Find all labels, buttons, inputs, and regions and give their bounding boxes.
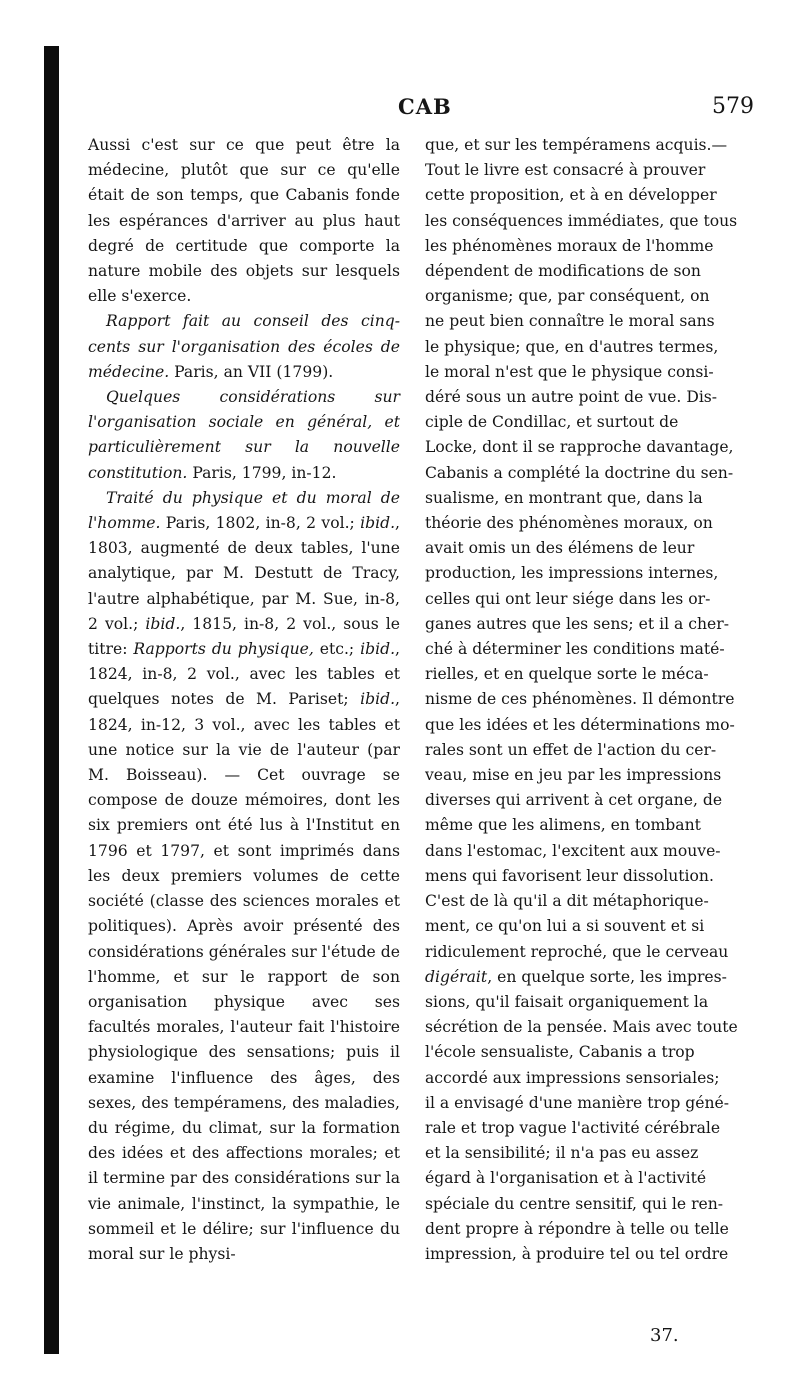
text-line	[425, 486, 765, 511]
bibliography-entry	[88, 486, 400, 1267]
text-run: , 1803, augmenté de deux tables, l'une analytique, par M. Destutt de Tracy, l'autre alphabétique, par M. Sue, in-8, 2 vol.;	[88, 514, 400, 633]
text-run: Aussi c'est sur ce que peut être la médecine, plutôt que sur ce qu'elle était de son temps, que Cabanis fonde les espérances d'arriver au plus haut degré de certitude que comporte la nature mobile des objets sur lesquels elle s'exerce.	[88, 136, 400, 306]
text-line	[425, 1066, 765, 1091]
text-line	[425, 965, 765, 990]
page-number: 579	[712, 94, 754, 119]
page-header	[0, 94, 800, 134]
text-line	[425, 662, 765, 687]
text-run: etc.;	[313, 640, 361, 659]
text-line	[425, 133, 765, 158]
running-head: CAB	[398, 94, 452, 119]
text-run: Paris, 1799, in-12.	[187, 463, 337, 482]
bibliography-entry	[88, 309, 400, 385]
text-run: il a envisagé d'une manière trop géné-	[425, 1093, 730, 1112]
text-line	[425, 914, 765, 939]
text-run: C'est de là qu'il a dit métaphorique-	[425, 892, 709, 911]
text-run: ganes autres que les sens; et il a cher-	[425, 614, 729, 633]
text-run: veau, mise en jeu par les impressions	[425, 766, 722, 785]
signature-mark: 37.	[650, 1325, 679, 1346]
text-run: dent propre à répondre à telle ou telle	[425, 1219, 729, 1238]
text-run: organisme; que, par conséquent, on	[425, 287, 710, 306]
text-line	[425, 183, 765, 208]
text-line	[425, 612, 765, 637]
text-run: , 1824, in-8, 2 vol., avec les tables et quelques notes de M. Pariset;	[88, 640, 400, 709]
text-line	[425, 813, 765, 838]
italic-text: Rapports du physique,	[133, 640, 314, 659]
text-run: Locke, dont il se rapproche davantage,	[425, 438, 734, 457]
text-line	[425, 587, 765, 612]
italic-text: ibid.	[360, 640, 396, 659]
text-run: égard à l'organisation et à l'activité	[425, 1169, 707, 1188]
italic-text: ibid.	[145, 614, 181, 633]
text-line	[425, 1166, 765, 1191]
text-run: que les idées et les déterminations mo-	[425, 715, 735, 734]
text-run: déré sous un autre point de vue. Dis-	[425, 388, 718, 407]
text-run: celles qui ont leur siége dans les or-	[425, 589, 711, 608]
text-run: spéciale du centre sensitif, qui le ren-	[425, 1194, 724, 1213]
text-line	[425, 259, 765, 284]
text-line	[425, 284, 765, 309]
text-run: rale et trop vague l'activité cérébrale	[425, 1118, 721, 1137]
text-line	[425, 738, 765, 763]
text-line	[425, 511, 765, 536]
text-run: ment, ce qu'on lui a si souvent et si	[425, 917, 705, 936]
text-line	[425, 1141, 765, 1166]
text-line	[425, 1040, 765, 1065]
text-run: Paris, 1802, in-8, 2 vol.;	[160, 514, 361, 533]
body-paragraph	[88, 133, 400, 309]
text-run: , en quelque sorte, les impres-	[487, 967, 727, 986]
text-line	[425, 1217, 765, 1242]
text-run: cette proposition, et à en développer	[425, 186, 717, 205]
text-line	[425, 461, 765, 486]
text-run: avait omis un des élémens de leur	[425, 539, 695, 558]
text-line	[425, 637, 765, 662]
italic-text: Quelques considérations sur l'organisation sociale en général, et particulièrement sur la nouvelle constitution.	[88, 388, 400, 482]
text-run: les phénomènes moraux de l'homme	[425, 236, 714, 255]
text-run: même que les alimens, en tombant	[425, 816, 701, 835]
text-run: que, et sur les tempéramens acquis.—	[425, 136, 728, 154]
text-line	[425, 435, 765, 460]
text-run: ché à déterminer les conditions maté-	[425, 640, 725, 659]
text-run: rales sont un effet de l'action du cer-	[425, 740, 717, 759]
text-line	[425, 864, 765, 889]
text-line	[425, 209, 765, 234]
scan-edge-shadow	[44, 46, 59, 1354]
text-line	[425, 1015, 765, 1040]
text-run: le physique; que, en d'autres termes,	[425, 337, 719, 356]
text-line	[425, 713, 765, 738]
text-run: impression, à produire tel ou tel ordre	[425, 1244, 729, 1263]
text-line	[425, 234, 765, 259]
text-run: , 1815, in-8, 2 vol., sous le titre:	[88, 614, 400, 659]
text-line	[425, 990, 765, 1015]
italic-text: ibid.	[360, 690, 396, 709]
right-column	[425, 133, 765, 1267]
text-run: sions, qu'il faisait organiquement la	[425, 992, 709, 1011]
text-run: sualisme, en montrant que, dans la	[425, 488, 703, 507]
text-line	[425, 763, 765, 788]
text-line	[425, 940, 765, 965]
text-line	[425, 1091, 765, 1116]
text-line	[425, 335, 765, 360]
text-run: mens qui favorisent leur dissolution.	[425, 866, 714, 885]
text-run: ne peut bien connaître le moral sans	[425, 312, 715, 331]
text-line	[425, 309, 765, 334]
text-line	[425, 360, 765, 385]
text-run: le moral n'est que le physique consi-	[425, 362, 714, 381]
text-line	[425, 788, 765, 813]
text-run: l'école sensualiste, Cabanis a trop	[425, 1043, 695, 1062]
text-line	[425, 1116, 765, 1141]
text-run: production, les impressions internes,	[425, 564, 719, 583]
text-line	[425, 561, 765, 586]
text-run: dans l'estomac, l'excitent aux mouve-	[425, 841, 721, 860]
italic-text: ibid.	[360, 514, 396, 533]
text-run: diverses qui arrivent à cet organe, de	[425, 791, 723, 810]
text-run: ridiculement reproché, que le cerveau	[425, 942, 729, 961]
text-run: et la sensibilité; il n'a pas eu assez	[425, 1144, 699, 1163]
text-run: , 1824, in-12, 3 vol., avec les tables et une notice sur la vie de l'auteur (par M. Boisseau). — Cet ouvrage se compose de douze mémoires, dont les six premiers ont été lus à l'Institut en 1796 et 1797, et sont imprimés dans les deux premiers volumes de cette société (classe des sciences morales et politiques). Après avoir présenté des considérations générales sur l'étude de l'homme, et sur le rapport de son organisation physique avec ses facultés morales, l'auteur fait l'histoire physiologique des sensations; puis il examine l'influence des âges, des sexes, des tempéramens, des maladies, du régime, du climat, sur la formation des idées et des affections morales; et il termine par des considérations sur la vie animale, l'instinct, la sympathie, le sommeil et le délire; sur l'influence du moral sur le physi-	[88, 690, 400, 1263]
left-column	[88, 133, 400, 1267]
text-run: Paris, an VII (1799).	[169, 362, 334, 381]
text-line	[425, 410, 765, 435]
bibliography-entry	[88, 385, 400, 486]
text-line	[425, 889, 765, 914]
text-line	[425, 839, 765, 864]
text-run: sécrétion de la pensée. Mais avec toute	[425, 1018, 738, 1037]
text-run: dépendent de modifications de son	[425, 262, 701, 281]
italic-text: digérait	[425, 967, 488, 986]
text-run: les conséquences immédiates, que tous	[425, 211, 738, 230]
text-line	[425, 158, 765, 183]
text-run: rielles, et en quelque sorte le méca-	[425, 665, 709, 684]
text-run: théorie des phénomènes moraux, on	[425, 514, 713, 533]
text-run: nisme de ces phénomènes. Il démontre	[425, 690, 735, 709]
text-line	[425, 1242, 765, 1267]
text-line	[425, 385, 765, 410]
text-run: Tout le livre est consacré à prouver	[425, 161, 706, 180]
text-line	[425, 536, 765, 561]
text-run: accordé aux impressions sensoriales;	[425, 1068, 720, 1087]
text-run: Cabanis a complété la doctrine du sen-	[425, 463, 734, 482]
italic-text: Rapport fait au conseil des cinq-cents sur l'organisation des écoles de médecine.	[88, 312, 400, 381]
text-line	[425, 687, 765, 712]
italic-text: Traité du physique et du moral de l'homme.	[88, 488, 400, 533]
text-run: ciple de Condillac, et surtout de	[425, 413, 679, 432]
text-line	[425, 1192, 765, 1217]
